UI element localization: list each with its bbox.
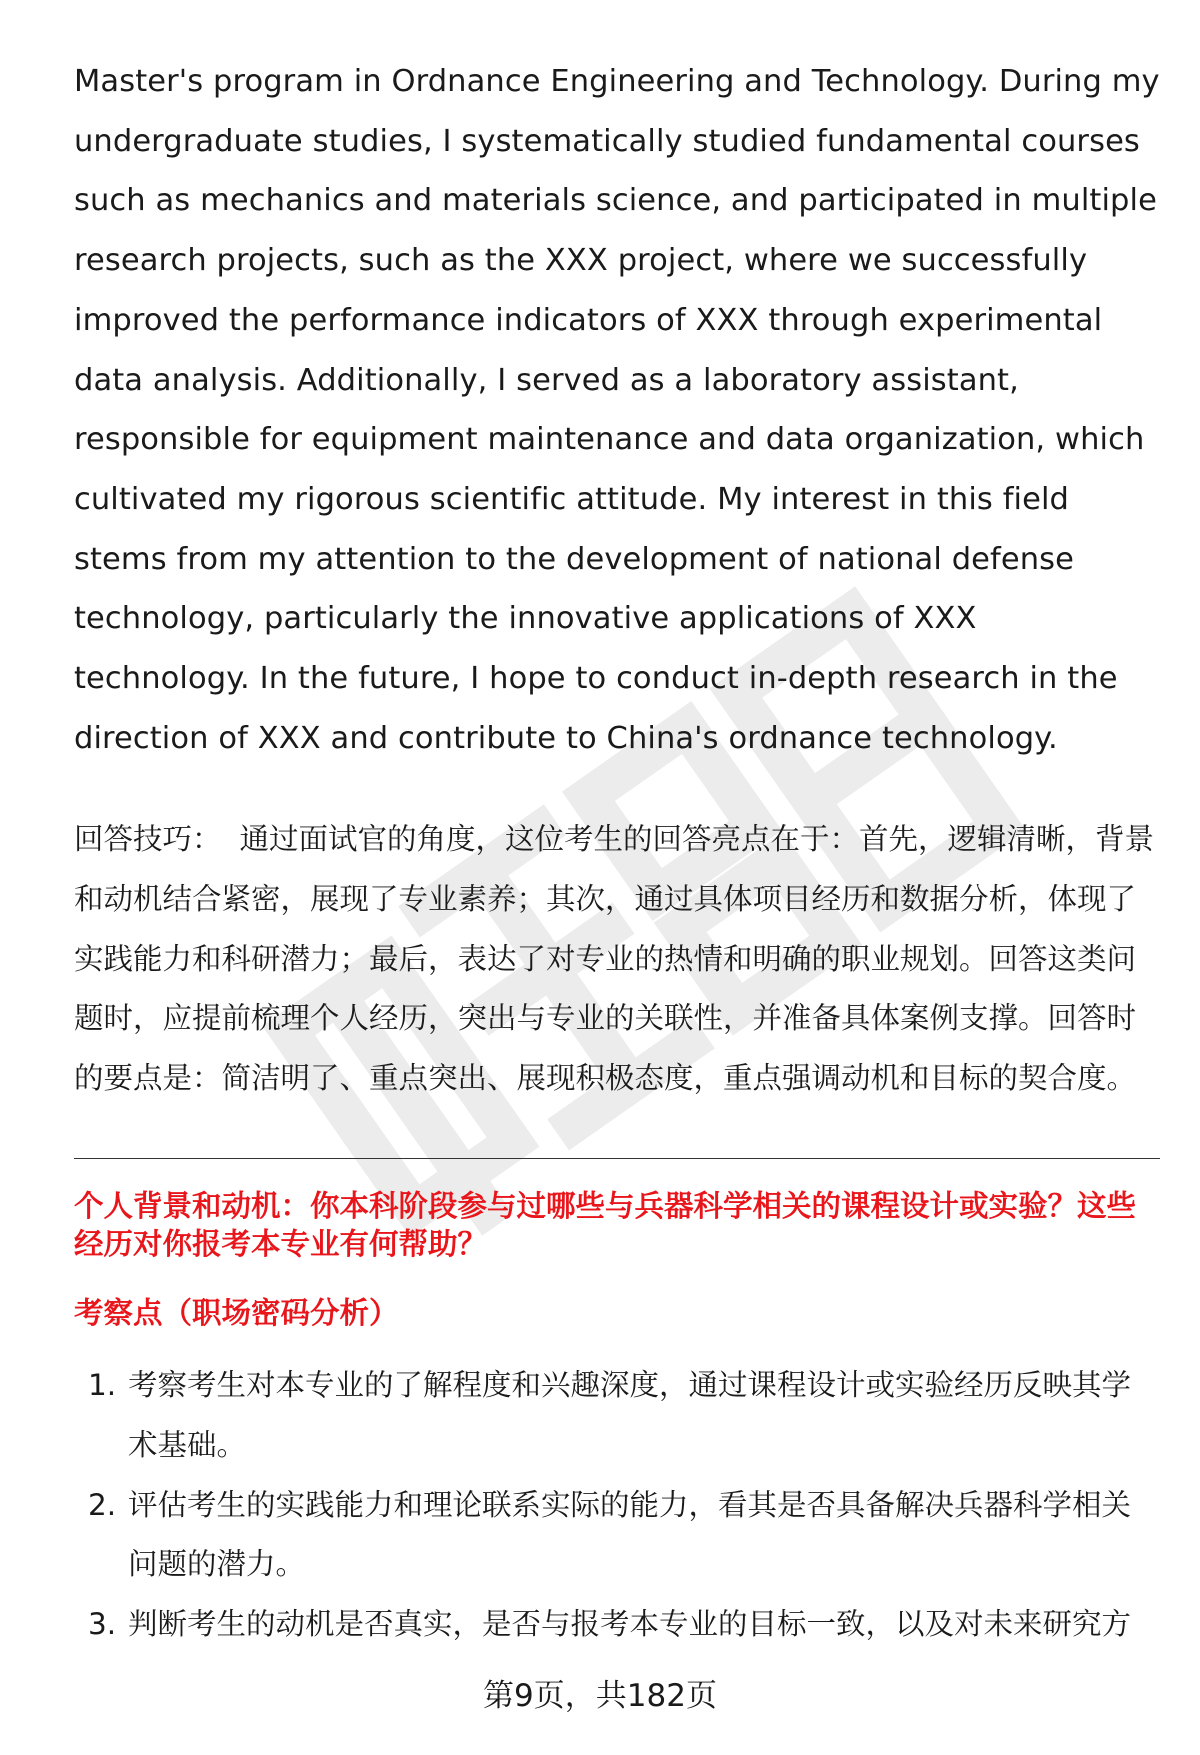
tips-text: 通过面试官的角度，这位考生的回答亮点在于：首先，逻辑清晰，背景和动机结合紧密，展现了专业素养；其次，通过具体项目经历和数据分析，体现了实践能力和科研潜力；最后，表达了对专业的热情和明确的职业规划。回答这类问题时，应提前梳理个人经历，突出与专业的关联性，并准备具体案例支撑。回答时的要点是：简洁明了、重点突出、展现积极态度，重点强调动机和目标的契合度。 (74, 822, 1155, 1095)
page-footer: 第9页，共182页 (483, 1678, 717, 1714)
list-item (74, 1476, 1160, 1595)
answer-tips (74, 810, 1160, 1108)
list-item-text: 判断考生的动机是否真实，是否与报考本专业的目标一致，以及对未来研究方 (128, 1606, 1132, 1641)
list-item-number: 1. (88, 1368, 117, 1403)
list-item-number: 3. (88, 1606, 117, 1641)
tips-label: 回答技巧： (74, 822, 222, 857)
list-item-text: 考察考生对本专业的了解程度和兴趣深度，通过课程设计或实验经历反映其学术基础。 (128, 1368, 1132, 1462)
section-divider (74, 1158, 1160, 1159)
list-item-number: 2. (88, 1487, 117, 1522)
document-page (74, 52, 1160, 1654)
list-item (74, 1356, 1160, 1475)
list-item (74, 1595, 1160, 1655)
list-item-text: 评估考生的实践能力和理论联系实际的能力，看其是否具备解决兵器科学相关问题的潜力。 (128, 1487, 1132, 1582)
focus-points-list (74, 1356, 1160, 1654)
focus-heading: 考察点（职场密码分析） (74, 1296, 399, 1331)
question-heading: 个人背景和动机：你本科阶段参与过哪些与兵器科学相关的课程设计或实验？这些经历对你报考本专业有何帮助？ (74, 1189, 1137, 1262)
answer-paragraph: Master's program in Ordnance Engineering and Technology. During my undergraduate studies, I systematically studied fundamental courses such as mechanics and materials science, and participated in multiple research projects, such as the XXX project, where we successfully improved the performance indicators of XXX through experimental data analysis. Additionally, I served as a laboratory assistant, responsible for equipment maintenance and data organization, which cultivated my rigorous scientific attitude. My interest in this field stems from my attention to the development of national defense technology, particularly the innovative applications of XXX technology. In the future, I hope to conduct in-depth research in the direction of XXX and contribute to China's ordnance technology. (74, 64, 1160, 756)
